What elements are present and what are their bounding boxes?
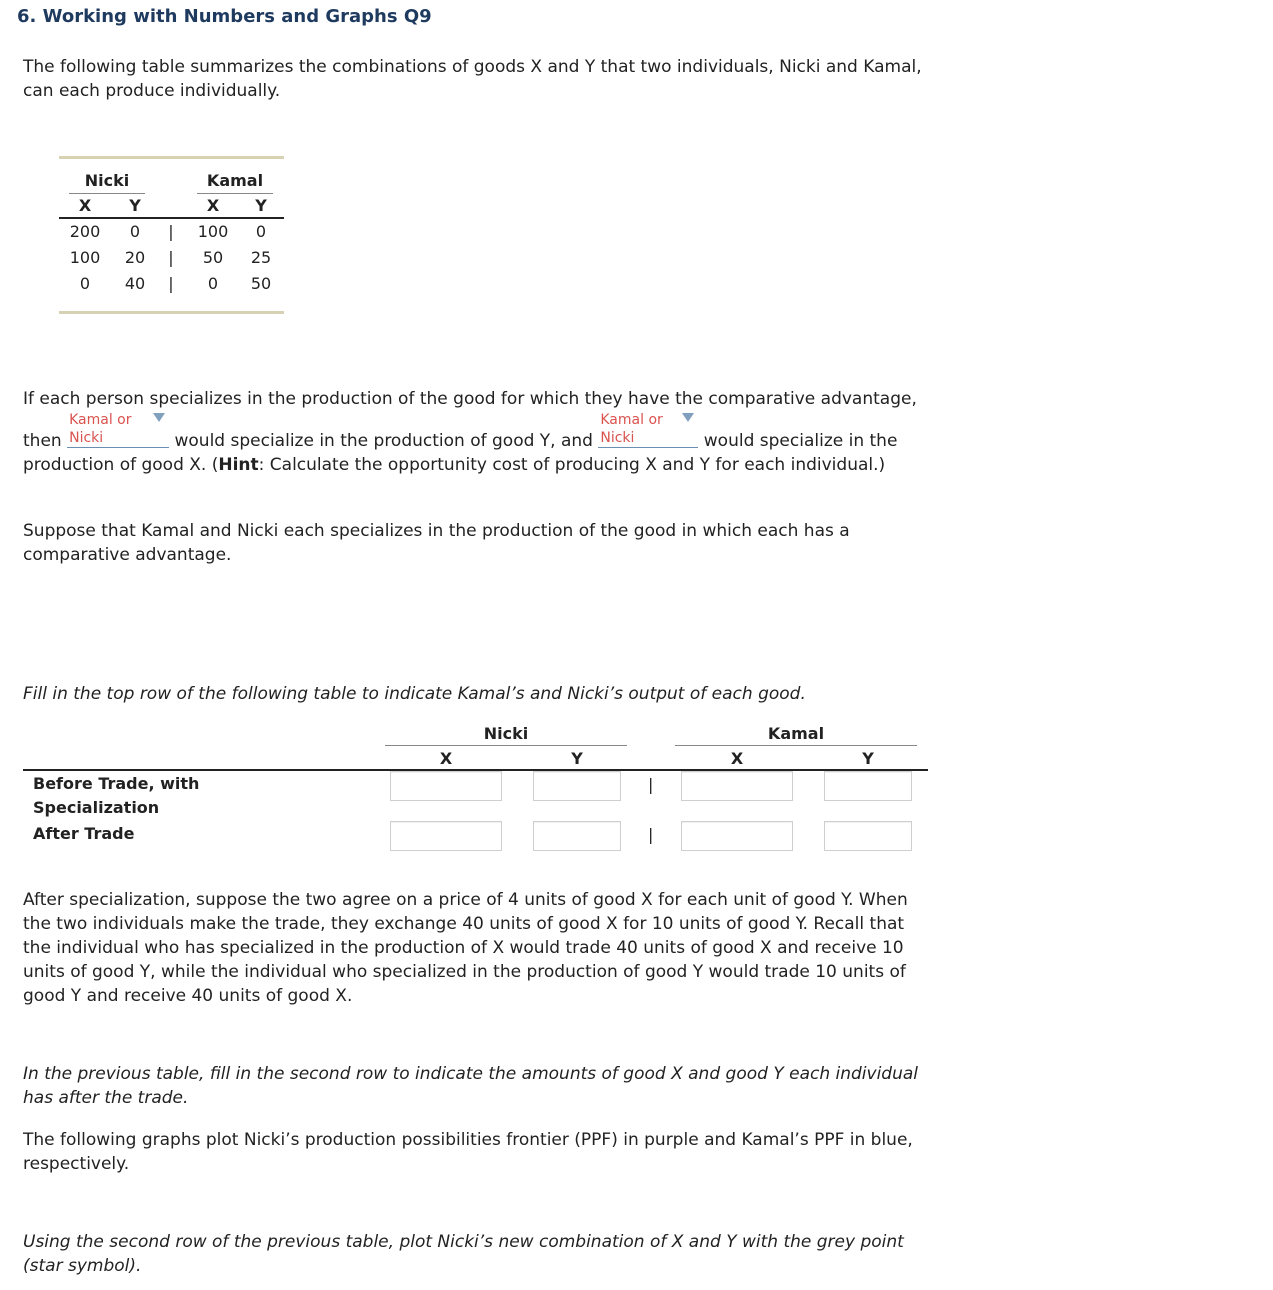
column-separator: |	[648, 775, 654, 794]
nicki-underline	[385, 745, 627, 746]
table-cell: 0	[79, 274, 91, 293]
kamal-x-header: X	[206, 196, 220, 215]
row-label-before-trade: Before Trade, with Specialization	[33, 774, 200, 817]
kamal-header: Kamal	[767, 724, 825, 743]
plot-instruction: Using the second row of the previous table, plot Nicki’s new combination of X and Y with the grey point (star symbol).	[23, 1232, 904, 1276]
dropdown-x-specializer[interactable]	[598, 411, 698, 448]
table-cell: 100	[197, 222, 229, 241]
table-cell: 25	[250, 248, 272, 267]
question-text: If each person specializes in the production of the good for which they have the comparative advantage, then	[23, 389, 917, 451]
header-rule	[59, 217, 284, 219]
table-cell: 50	[250, 274, 272, 293]
after-nicki-y-input[interactable]	[533, 821, 621, 851]
graphs-text: The following graphs plot Nicki’s production possibilities frontier (PPF) in purple and Kamal’s PPF in blue, respectively.	[23, 1130, 913, 1174]
kamal-underline	[197, 193, 273, 194]
table-cell: 0	[207, 274, 219, 293]
nicki-y-header: Y	[571, 749, 583, 768]
dropdown-value: Kamal or Nicki	[69, 412, 132, 446]
chevron-down-icon	[153, 413, 165, 422]
kamal-x-header: X	[730, 749, 744, 768]
column-separator: |	[168, 248, 174, 267]
dropdown-y-specializer[interactable]	[67, 411, 169, 448]
previous-table-instruction: In the previous table, fill in the second row to indicate the amounts of good X and good Y each individual has after the trade.	[23, 1064, 919, 1108]
kamal-y-header: Y	[255, 196, 267, 215]
table-cell: 200	[69, 222, 101, 241]
dropdown-value: Kamal or Nicki	[600, 412, 663, 446]
before-nicki-x-input[interactable]	[390, 771, 502, 801]
after-kamal-y-input[interactable]	[824, 821, 912, 851]
trade-table	[23, 720, 928, 860]
table-cell: 20	[124, 248, 146, 267]
table-cell: 0	[255, 222, 267, 241]
specialize-question	[23, 387, 923, 477]
kamal-y-header: Y	[862, 749, 874, 768]
question-text: would specialize in the production of good X. (	[23, 431, 898, 475]
after-kamal-x-input[interactable]	[681, 821, 793, 851]
table-cell: 0	[129, 222, 141, 241]
fill-instruction: Fill in the top row of the following table to indicate Kamal’s and Nicki’s output of each good.	[23, 684, 806, 704]
kamal-header: Kamal	[206, 171, 264, 190]
nicki-header: Nicki	[84, 171, 130, 190]
intro-text: The following table summarizes the combinations of goods X and Y that two individuals, Nicki and Kamal, can each produce individually.	[23, 57, 922, 101]
column-separator: |	[168, 274, 174, 293]
page-title: 6. Working with Numbers and Graphs Q9	[17, 6, 432, 27]
table-cell: 50	[202, 248, 224, 267]
kamal-underline	[675, 745, 917, 746]
suppose-text: Suppose that Kamal and Nicki each specializes in the production of the good in which each has a comparative advantage.	[23, 521, 850, 565]
before-nicki-y-input[interactable]	[533, 771, 621, 801]
chevron-down-icon	[682, 413, 694, 422]
nicki-x-header: X	[439, 749, 453, 768]
nicki-x-header: X	[78, 196, 92, 215]
production-table	[59, 156, 284, 314]
question-text: would specialize in the production of good Y, and	[174, 431, 593, 451]
after-nicki-x-input[interactable]	[390, 821, 502, 851]
question-text: : Calculate the opportunity cost of producing X and Y for each individual.)	[258, 455, 886, 475]
hint-label: Hint	[218, 455, 259, 475]
before-kamal-x-input[interactable]	[681, 771, 793, 801]
nicki-header: Nicki	[483, 724, 529, 743]
column-separator: |	[648, 825, 654, 844]
after-specialization-text: After specialization, suppose the two agree on a price of 4 units of good X for each unit of good Y. When the two individuals make the trade, they exchange 40 units of good X for 10 units of good Y. Recall that the individual who has specialized in the production of X would trade 40 units of good X and receive 10 units of good Y, while the individual who specialized in the production of good Y would trade 10 units of good Y and receive 40 units of good X.	[23, 890, 908, 1006]
column-separator: |	[168, 222, 174, 241]
table-cell: 100	[69, 248, 101, 267]
nicki-y-header: Y	[129, 196, 141, 215]
row-label-after-trade: After Trade	[33, 824, 135, 843]
table-cell: 40	[124, 274, 146, 293]
before-kamal-y-input[interactable]	[824, 771, 912, 801]
nicki-underline	[69, 193, 145, 194]
